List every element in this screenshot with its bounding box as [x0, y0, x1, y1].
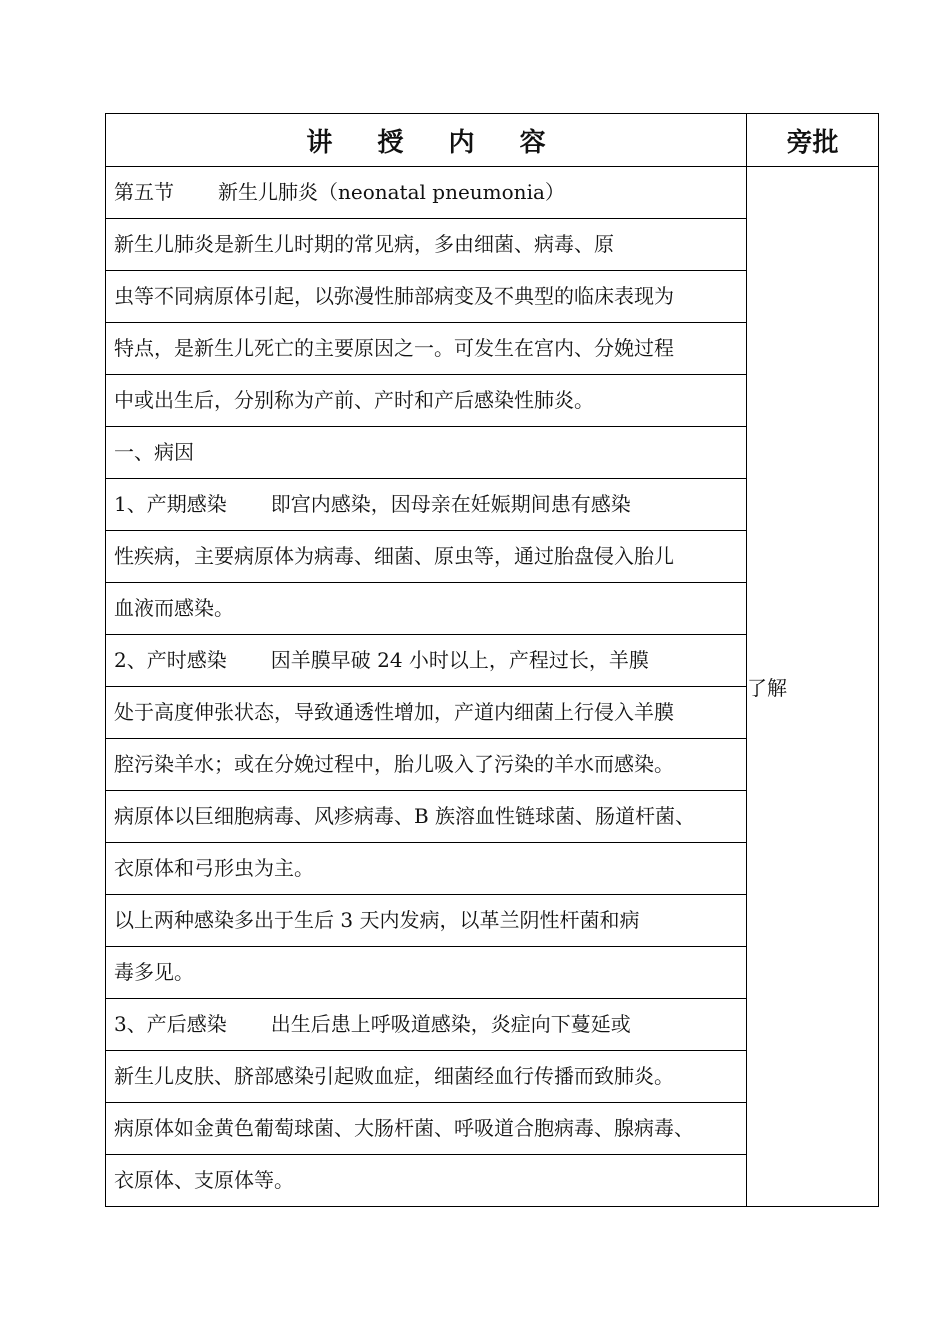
paragraph-line: 2、产时感染 因羊膜早破 24 小时以上，产程过长，羊膜 [106, 635, 747, 687]
paragraph-line: 处于高度伸张状态，导致通透性增加，产道内细菌上行侵入羊膜 [106, 687, 747, 739]
paragraph-line: 血液而感染。 [106, 583, 747, 635]
paragraph-line: 中或出生后，分别称为产前、产时和产后感染性肺炎。 [106, 375, 747, 427]
table-row [106, 167, 879, 219]
subsection-heading: 一、病因 [106, 427, 747, 479]
paragraph-line: 衣原体、支原体等。 [106, 1155, 747, 1207]
table-header-row [106, 114, 879, 167]
item-heading: 3、产后感染 [114, 1012, 227, 1036]
paragraph-line: 性疾病，主要病原体为病毒、细菌、原虫等，通过胎盘侵入胎儿 [106, 531, 747, 583]
paragraph-line: 衣原体和弓形虫为主。 [106, 843, 747, 895]
item-heading: 1、产期感染 [114, 492, 227, 516]
paragraph-line: 病原体以巨细胞病毒、风疹病毒、B 族溶血性链球菌、肠道杆菌、 [106, 791, 747, 843]
paragraph-line: 病原体如金黄色葡萄球菌、大肠杆菌、呼吸道合胞病毒、腺病毒、 [106, 1103, 747, 1155]
section-title: 第五节 新生儿肺炎（neonatal pneumonia） [106, 167, 747, 219]
content-column-header: 讲 授 内 容 [106, 114, 747, 167]
paragraph-line: 特点，是新生儿死亡的主要原因之一。可发生在宫内、分娩过程 [106, 323, 747, 375]
paragraph-line: 新生儿肺炎是新生儿时期的常见病，多由细菌、病毒、原 [106, 219, 747, 271]
paragraph-line: 3、产后感染 出生后患上呼吸道感染，炎症向下蔓延或 [106, 999, 747, 1051]
paragraph-line: 1、产期感染 即宫内感染，因母亲在妊娠期间患有感染 [106, 479, 747, 531]
paragraph-line: 腔污染羊水；或在分娩过程中，胎儿吸入了污染的羊水而感染。 [106, 739, 747, 791]
paragraph-line: 以上两种感染多出于生后 3 天内发病，以革兰阴性杆菌和病 [106, 895, 747, 947]
side-note: 了解 [747, 167, 879, 1207]
paragraph-line: 新生儿皮肤、脐部感染引起败血症，细菌经血行传播而致肺炎。 [106, 1051, 747, 1103]
item-heading: 2、产时感染 [114, 648, 227, 672]
annotation-column-header: 旁批 [747, 114, 879, 167]
paragraph-line: 毒多见。 [106, 947, 747, 999]
paragraph-line: 虫等不同病原体引起，以弥漫性肺部病变及不典型的临床表现为 [106, 271, 747, 323]
lecture-table [105, 113, 879, 1207]
